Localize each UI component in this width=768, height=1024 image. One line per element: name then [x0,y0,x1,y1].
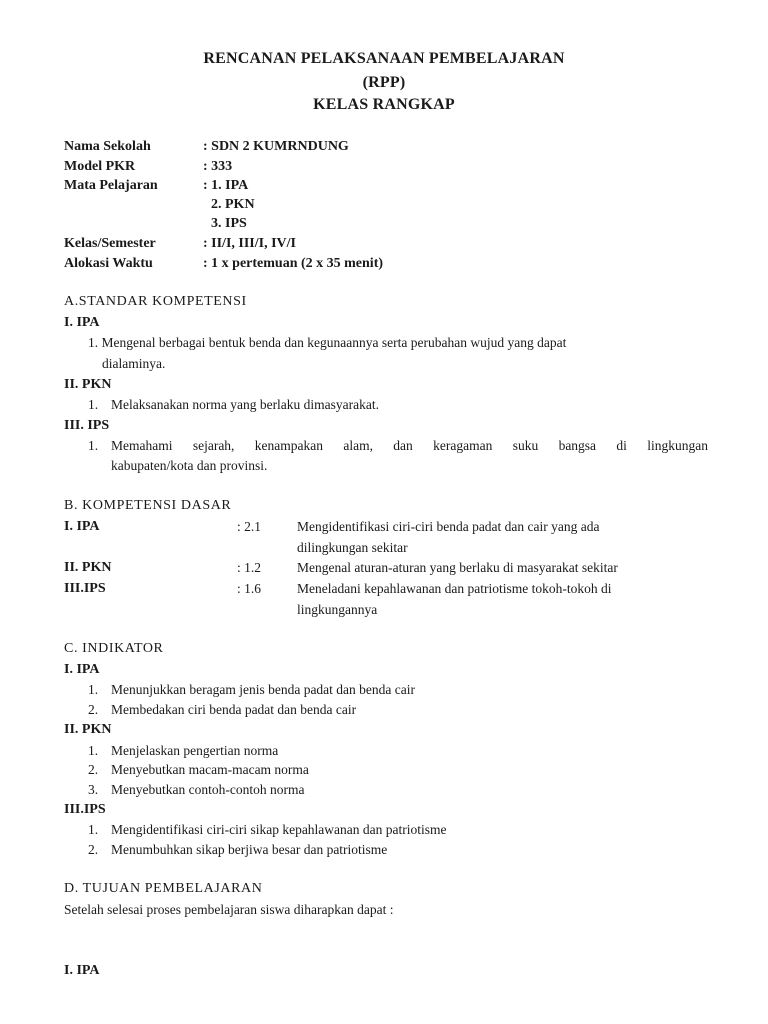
kd-desc-ipa-cont: dilingkungan sekitar [297,540,408,555]
section-a-heading: A.STANDAR KOMPETENSI [64,294,247,309]
section-d-heading: D. TUJUAN PEMBELAJARAN [64,881,263,896]
list-item: Menunjukkan beragam jenis benda padat dan benda cair [111,682,416,697]
kd-desc-ips: Meneladani kepahlawanan dan patriotisme tokoh-tokoh di [297,581,612,596]
list-number: 3. [88,782,99,797]
subject-label: Mata Pelajaran [64,178,158,193]
section-c-pkn-heading: II. PKN [64,722,112,737]
list-item: Menjelaskan pengertian norma [111,743,279,758]
model-value: : 333 [203,159,233,174]
subject-value-2: 2. PKN [211,197,255,212]
time-value: : 1 x pertemuan (2 x 35 menit) [203,256,384,271]
section-a-ips-number: 1. [88,438,99,453]
subject-value-3: 3. IPS [211,216,247,231]
section-a-ipa-heading: I. IPA [64,315,100,330]
section-c-ips-heading: III.IPS [64,802,106,817]
time-label: Alokasi Waktu [64,256,153,271]
list-item: Menyebutkan macam-macam norma [111,762,309,777]
school-label: Nama Sekolah [64,139,151,154]
kd-desc-pkn: Mengenal aturan-aturan yang berlaku di masyarakat sekitar [297,560,618,575]
list-item: Menyebutkan contoh-contoh norma [111,782,305,797]
section-a-pkn-item: Melaksanakan norma yang berlaku dimasyarakat. [111,397,380,412]
kd-desc-ipa: Mengidentifikasi ciri-ciri benda padat dan cair yang ada [297,519,600,534]
section-d-intro: Setelah selesai proses pembelajaran siswa diharapkan dapat : [64,902,394,917]
section-a-ipa-item-cont: dialaminya. [102,356,166,371]
section-a-pkn-number: 1. [88,397,99,412]
kd-subject-ipa: I. IPA [64,519,100,534]
model-label: Model PKR [64,159,136,174]
list-number: 2. [88,702,99,717]
school-value: : SDN 2 KUMRNDUNG [203,139,349,154]
kd-code-ipa: : 2.1 [237,519,262,534]
list-item: Mengidentifikasi ciri-ciri sikap kepahlawanan dan patriotisme [111,822,447,837]
document-subtitle: (RPP) [362,74,406,91]
kd-code-pkn: : 1.2 [237,560,262,575]
document-title: RENCANAN PELAKSANAAN PEMBELAJARAN [203,50,565,67]
list-number: 2. [88,762,99,777]
section-c-heading: C. INDIKATOR [64,641,164,656]
section-a-pkn-heading: II. PKN [64,377,112,392]
kd-desc-ips-cont: lingkungannya [297,602,378,617]
kd-subject-pkn: II. PKN [64,560,112,575]
list-number: 2. [88,842,99,857]
list-item: Membedakan ciri benda padat dan benda cair [111,702,357,717]
kd-code-ips: : 1.6 [237,581,262,596]
section-b-heading: B. KOMPETENSI DASAR [64,498,232,513]
section-a-ipa-item: 1. Mengenal berbagai bentuk benda dan kegunaannya serta perubahan wujud yang dapat [88,335,567,350]
class-label: Kelas/Semester [64,236,156,251]
document-class-type: KELAS RANGKAP [313,96,455,113]
section-c-ipa-heading: I. IPA [64,662,100,677]
section-a-ips-item-cont: kabupaten/kota dan provinsi. [111,458,268,473]
kd-subject-ips: III.IPS [64,581,106,596]
section-d-ipa-heading: I. IPA [64,963,100,978]
subject-value-1: : 1. IPA [203,178,249,193]
list-item: Menumbuhkan sikap berjiwa besar dan patriotisme [111,842,388,857]
section-a-ips-item: Memahami sejarah, kenampakan alam, dan keragaman suku bangsa di lingkungan [111,438,708,453]
list-number: 1. [88,682,99,697]
list-number: 1. [88,743,99,758]
class-value: : II/I, III/I, IV/I [203,236,296,251]
section-a-ips-heading: III. IPS [64,418,110,433]
list-number: 1. [88,822,99,837]
